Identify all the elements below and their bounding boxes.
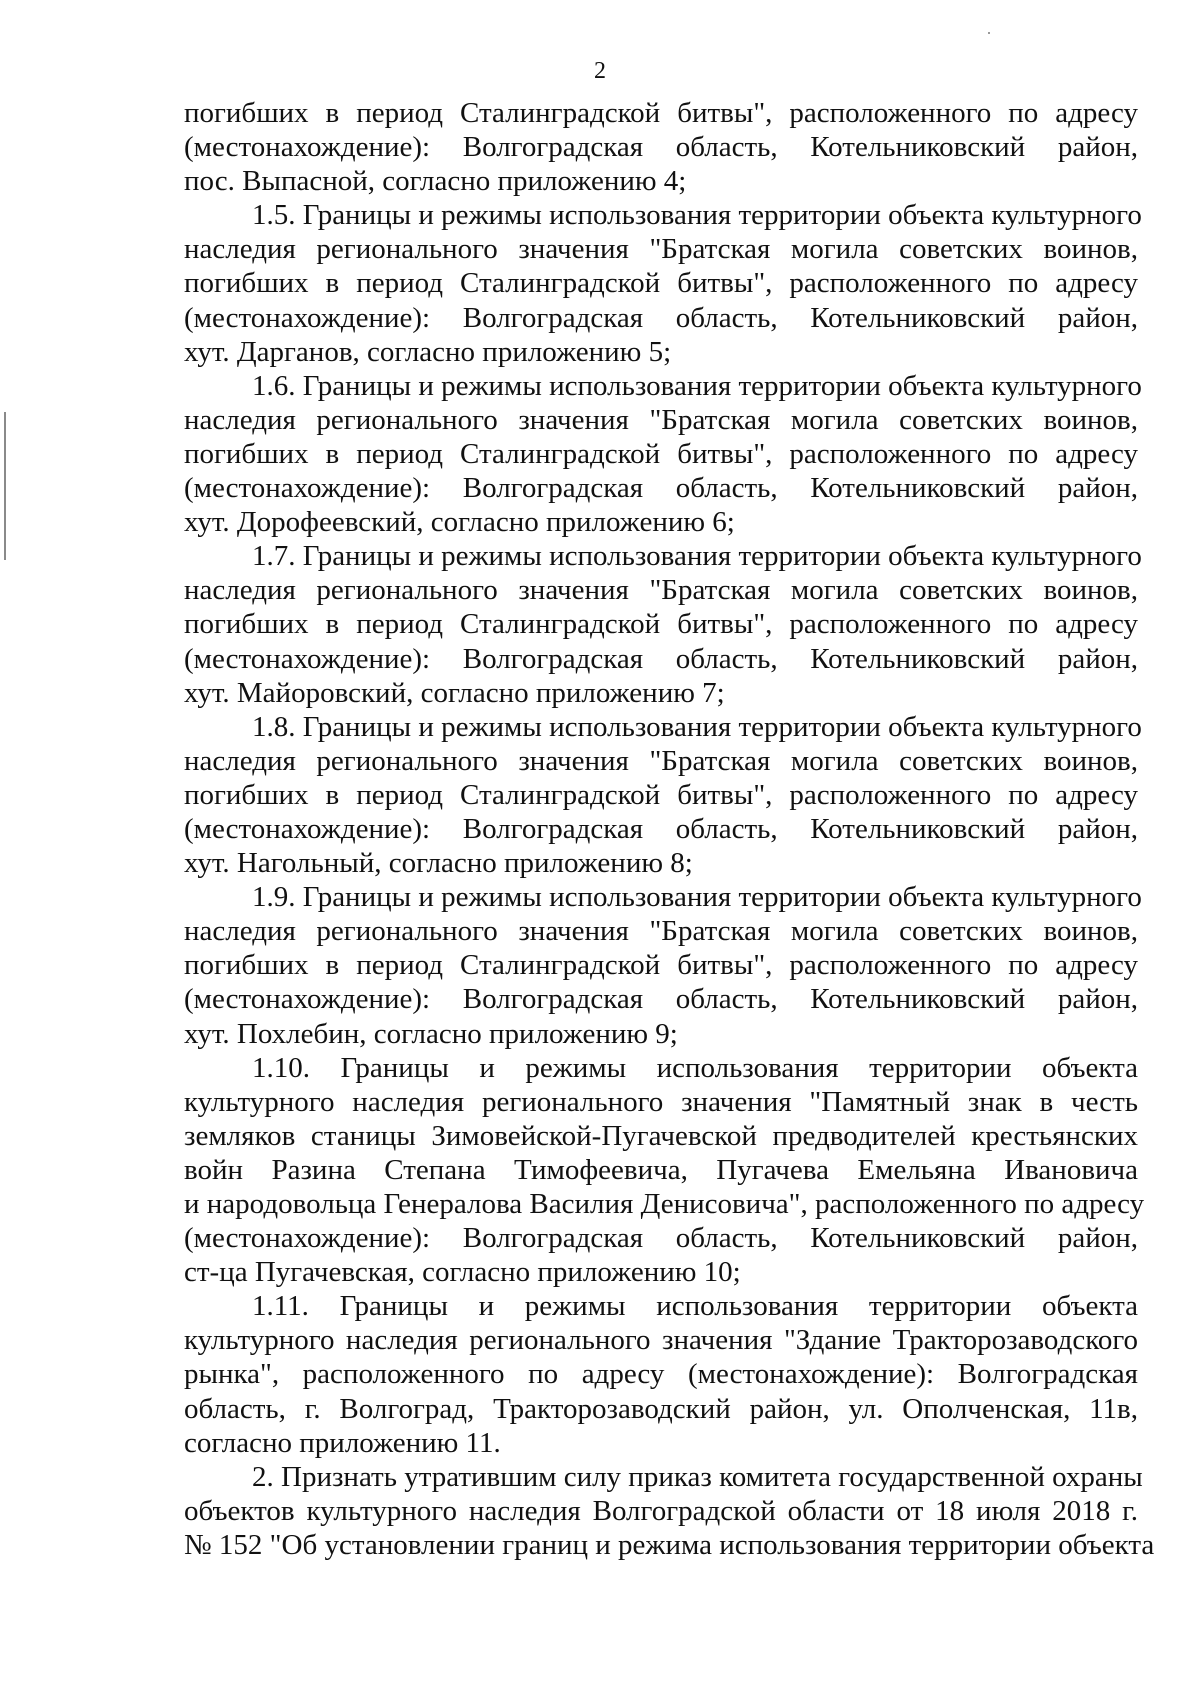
text-line: рынка", расположенного по адресу (местонахождение): Волгоградская — [184, 1358, 1138, 1391]
page-number: 2 — [594, 58, 606, 84]
text-line: область, г. Волгоград, Тракторозаводский район, ул. Ополченская, 11в, — [184, 1392, 1138, 1425]
text-line: согласно приложению 11. — [184, 1426, 501, 1459]
text-line: (местонахождение): Волгоградская область, Котельниковский район, — [184, 472, 1138, 505]
text-line: (местонахождение): Волгоградская область, Котельниковский район, — [184, 812, 1138, 845]
text-line: ст-ца Пугачевская, согласно приложению 10; — [184, 1256, 741, 1289]
text-line: хут. Нагольный, согласно приложению 8; — [184, 847, 693, 880]
text-line: хут. Похлебин, согласно приложению 9; — [184, 1017, 678, 1050]
scan-artifact-line — [4, 412, 6, 560]
text-line: наследия регионального значения "Братская могила советских воинов, — [184, 233, 1138, 266]
text-line: объектов культурного наследия Волгоградской области от 18 июля 2018 г. — [184, 1494, 1138, 1527]
text-line: хут. Дарганов, согласно приложению 5; — [184, 335, 672, 368]
paragraph-first-line: 1.8. Границы и режимы использования территории объекта культурного — [252, 710, 1142, 743]
text-line: № 152 "Об установлении границ и режима использования территории объекта — [184, 1528, 1155, 1561]
text-line: наследия регионального значения "Братская могила советских воинов, — [184, 574, 1138, 607]
text-line: земляков станицы Зимовейской-Пугачевской предводителей крестьянских — [184, 1119, 1138, 1152]
text-line: погибших в период Сталинградской битвы", расположенного по адресу — [184, 778, 1138, 811]
text-line: погибших в период Сталинградской битвы", расположенного по адресу — [184, 608, 1138, 641]
paragraph-first-line: 1.10. Границы и режимы использования территории объекта — [252, 1051, 1138, 1084]
text-line: (местонахождение): Волгоградская область, Котельниковский район, — [184, 301, 1138, 334]
text-line: пос. Выпасной, согласно приложению 4; — [184, 165, 687, 198]
paragraph-first-line: 1.6. Границы и режимы использования территории объекта культурного — [252, 369, 1142, 402]
text-line: наследия регионального значения "Братская могила советских воинов, — [184, 403, 1138, 436]
text-line: культурного наследия регионального значения "Памятный знак в честь — [184, 1085, 1138, 1118]
text-line: хут. Дорофеевский, согласно приложению 6; — [184, 506, 735, 539]
text-line: погибших в период Сталинградской битвы", расположенного по адресу — [184, 437, 1138, 470]
scan-artifact-dot — [988, 32, 990, 34]
text-line: наследия регионального значения "Братская могила советских воинов, — [184, 744, 1138, 777]
text-line: (местонахождение): Волгоградская область, Котельниковский район, — [184, 983, 1138, 1016]
paragraph-first-line: 2. Признать утратившим силу приказ комитета государственной охраны — [252, 1460, 1143, 1493]
text-line: погибших в период Сталинградской битвы", расположенного по адресу — [184, 97, 1138, 129]
text-line: погибших в период Сталинградской битвы", расположенного по адресу — [184, 949, 1138, 982]
document-body — [184, 96, 1155, 1562]
text-line: хут. Майоровский, согласно приложению 7; — [184, 676, 725, 709]
text-line: наследия регионального значения "Братская могила советских воинов, — [184, 915, 1138, 948]
paragraph-first-line: 1.7. Границы и режимы использования территории объекта культурного — [252, 540, 1142, 573]
paragraph-first-line: 1.5. Границы и режимы использования территории объекта культурного — [252, 199, 1142, 232]
text-line: культурного наследия регионального значения "Здание Тракторозаводского — [184, 1324, 1138, 1357]
text-line: (местонахождение): Волгоградская область, Котельниковский район, — [184, 642, 1138, 675]
text-line: (местонахождение): Волгоградская область, Котельниковский район, — [184, 131, 1138, 164]
text-line: и народовольца Генералова Василия Денисовича", расположенного по адресу — [184, 1188, 1145, 1220]
text-line: войн Разина Степана Тимофеевича, Пугачева Емельяна Ивановича — [184, 1153, 1138, 1186]
text-line: погибших в период Сталинградской битвы", расположенного по адресу — [184, 267, 1138, 300]
text-line: (местонахождение): Волгоградская область, Котельниковский район, — [184, 1222, 1138, 1255]
paragraph-first-line: 1.11. Границы и режимы использования территории объекта — [252, 1290, 1138, 1323]
paragraph-first-line: 1.9. Границы и режимы использования территории объекта культурного — [252, 881, 1142, 914]
